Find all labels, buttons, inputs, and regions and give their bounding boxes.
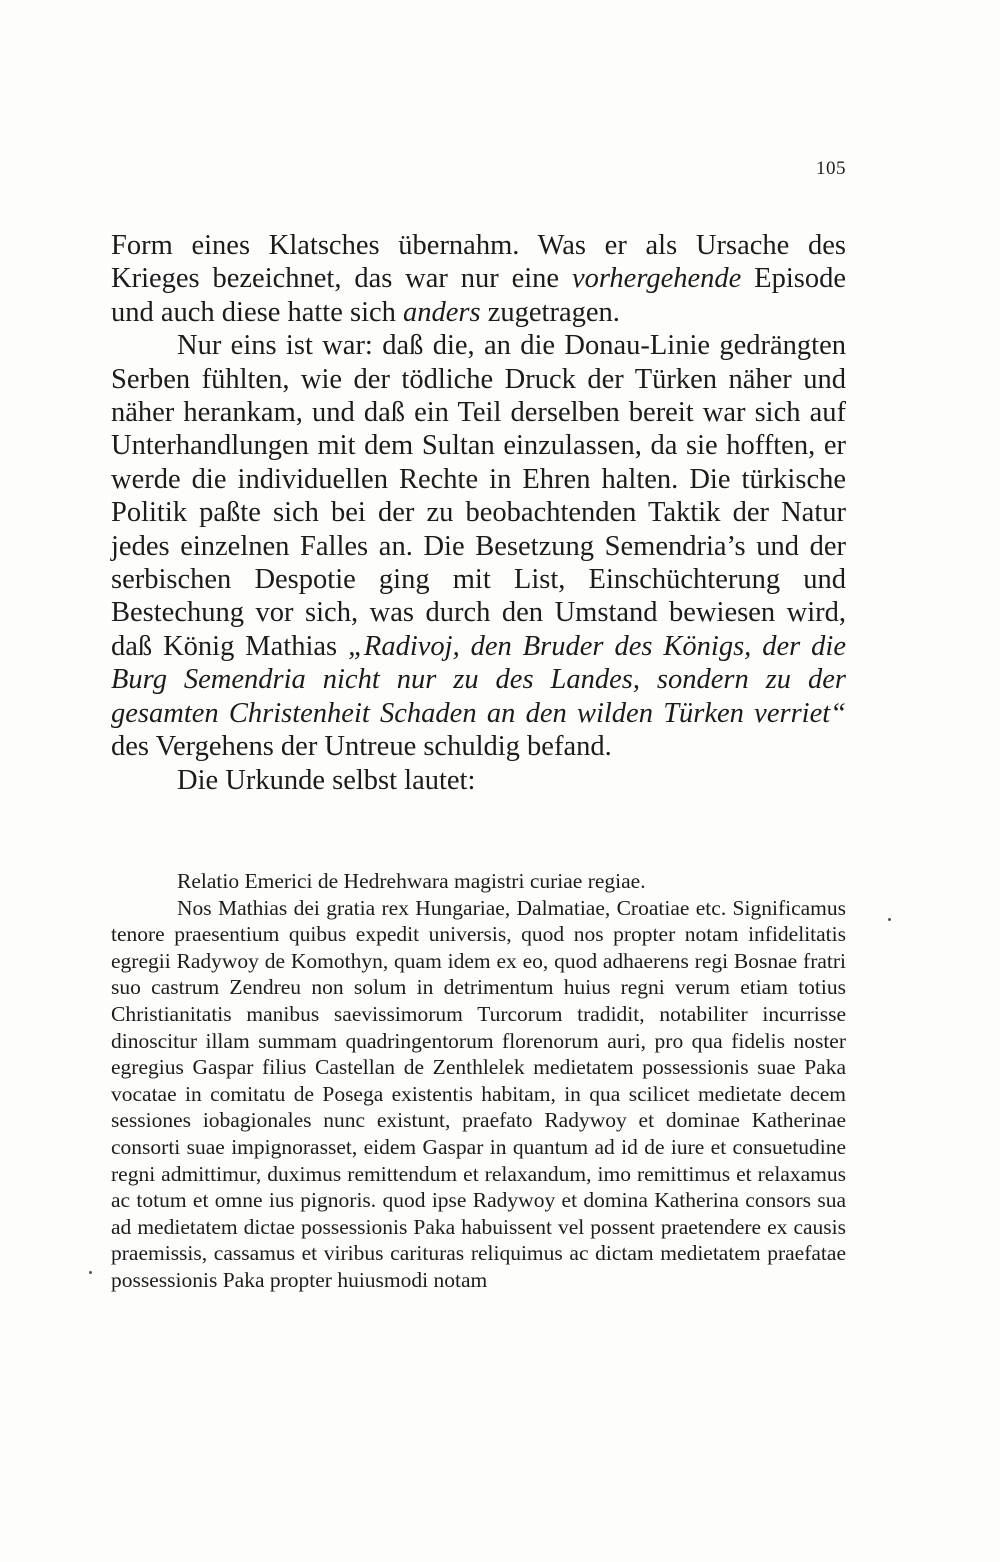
text-run: Form eines Klatsches übernahm. Was er als Ursache des Krieges bezeichnet, das war nur eine (111, 230, 846, 295)
text-run: Episode und auch diese hatte sich (111, 263, 846, 328)
german-text-block (111, 229, 846, 797)
text-run: zugetragen. (480, 296, 620, 328)
italic-run: anders (403, 296, 481, 328)
text-run: des Vergehens der Untreue schuldig befand. (111, 731, 612, 763)
page-number: 105 (816, 158, 846, 179)
latin-heading: Relatio Emerici de Hedrehwara magistri curiae regiae. (177, 869, 646, 893)
paragraph-2 (111, 329, 846, 763)
paragraph-1 (111, 229, 846, 329)
scan-speck (888, 918, 891, 921)
latin-body: Nos Mathias dei gratia rex Hungariae, Dalmatiae, Croatiae etc. Significamus tenore praesentium quibus expedit universis, quod nos propter notam infidelitatis egregii Radywoy de Komothyn, quam idem ex eo, quod adhaerens regi Bosnae fratri suo castrum Zendreu non solum in detrimentum huius regni verum etiam totius Christianitatis manibus saevissimorum Turcorum tradidit, notabiliter incurrisse dinoscitur illam summam quadringentorum florenorum auri, pro qua fidelis noster egregius Gaspar filius Castellan de Zenthlelek medietatem possessionis suae Paka vocatae in comitatu de Posega existentis habitam, in qua scilicet medietate decem sessiones iobagionales nunc existunt, praefato Radywoy et dominae Katherinae consorti suae impignorasset, eidem Gaspar in quantum ad id de iure et consuetudine regni admittimur, duximus remittendum et relaxandum, imo remittimus et relaxamus ac totum et omne ius pignoris. quod ipse Radywoy et domina Katherina consors sua ad medietatem dictae possessionis Paka habuissent vel possent praetendere ex causis praemissis, cassamus et viribus carituras reliquimus ac dictam medietatem praefatae possessionis Paka propter huiusmodi notam (111, 895, 846, 1292)
scan-speck (89, 1271, 92, 1274)
text-run: Nur eins ist war: daß die, an die Donau-Linie gedrängten Serben fühlten, wie der tödliche Druck der Türken näher und näher herankam, und daß ein Teil derselben bereit war sich auf Unterhandlungen mit dem Sultan einzulassen, da sie hofften, er werde die individuellen Rechte in Ehren halten. Die türkische Politik paßte sich bei der zu beobachtenden Taktik der Natur jedes einzelnen Falles an. Die Besetzung Semendria’s und der serbischen Despotie ging mit List, Einschüchterung und Bestechung vor sich, was durch den Umstand bewiesen wird, daß König Mathias (111, 330, 846, 662)
paragraph-3: Die Urkunde selbst lautet: (177, 764, 476, 796)
italic-quote: „Radivoj, den Bruder des Königs, der die Burg Semendria nicht nur zu des Landes, sondern zu der gesamten Christenheit Schaden an den wilden Türken verriet“ (111, 630, 846, 729)
italic-run: vorhergehende (571, 263, 742, 295)
latin-document-block (111, 868, 846, 1294)
